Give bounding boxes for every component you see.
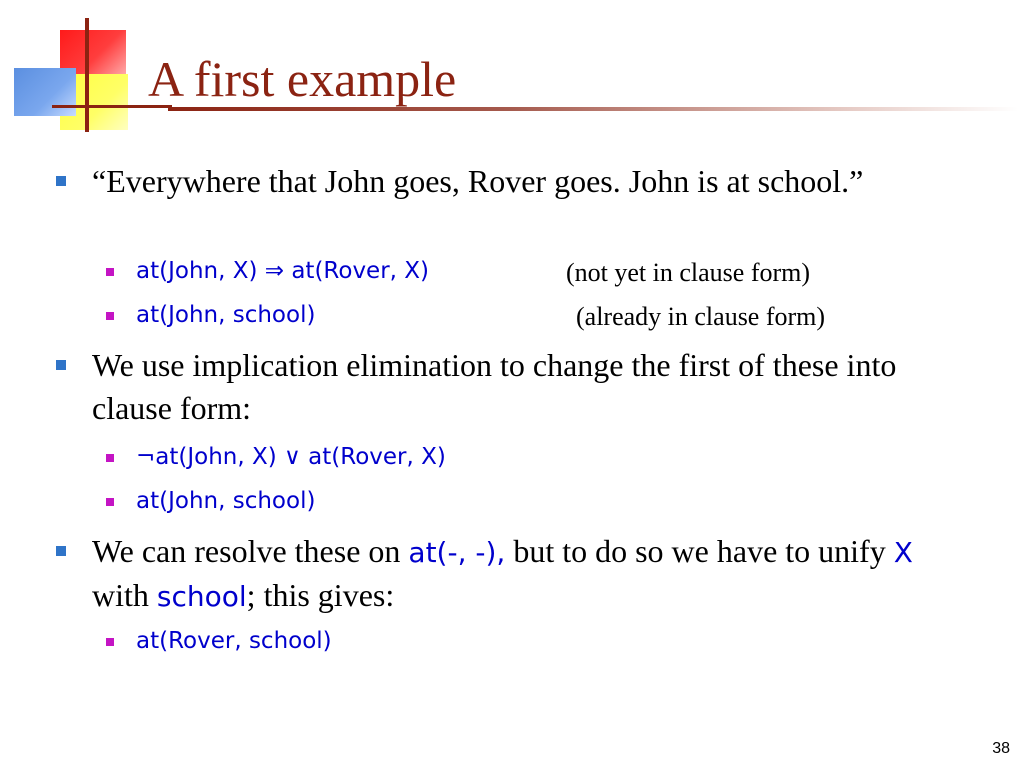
bullet-text: “Everywhere that John goes, Rover goes. John is at school.”	[92, 163, 864, 199]
text-part: ; this gives:	[246, 577, 395, 613]
slide-logo	[0, 0, 140, 140]
square-bullet-icon	[56, 176, 66, 186]
blue-square-shape	[14, 68, 76, 116]
subitem-code: at(John, school)	[136, 302, 316, 328]
inline-code: school	[156, 580, 247, 613]
subitem-note: (not yet in clause form)	[566, 258, 811, 287]
page-number: 38	[992, 740, 1010, 757]
subitem-clause	[106, 442, 986, 476]
square-bullet-icon	[56, 546, 66, 556]
subitem-code: at(John, school)	[136, 488, 316, 514]
slide-title: A first example	[148, 51, 457, 107]
subitem-result	[106, 626, 986, 660]
logo-vertical-line	[85, 18, 89, 132]
subitem-implication	[106, 256, 986, 290]
bullet-text: We use implication elimination to change the first of these into clause form:	[92, 347, 897, 426]
subitem-code: at(John, X) ⇒ at(Rover, X)	[136, 258, 430, 284]
square-bullet-icon	[106, 312, 114, 320]
text-part: but to do so we have to unify	[505, 533, 894, 569]
subitem-fact	[106, 300, 986, 334]
square-bullet-icon	[106, 638, 114, 646]
text-part: with	[92, 577, 157, 613]
subitem-note: (already in clause form)	[576, 302, 826, 331]
subitem-code: ¬at(John, X) ∨ at(Rover, X)	[136, 444, 446, 470]
bullet-text	[92, 530, 962, 618]
subitem-code: at(Rover, school)	[136, 628, 332, 654]
inline-code: at(-, -),	[408, 536, 506, 569]
square-bullet-icon	[106, 454, 114, 462]
title-underline	[168, 107, 1018, 111]
text-part: We can resolve these on	[92, 533, 409, 569]
square-bullet-icon	[106, 268, 114, 276]
inline-code: X	[893, 536, 913, 569]
subitem-fact	[106, 486, 986, 520]
square-bullet-icon	[56, 360, 66, 370]
square-bullet-icon	[106, 498, 114, 506]
